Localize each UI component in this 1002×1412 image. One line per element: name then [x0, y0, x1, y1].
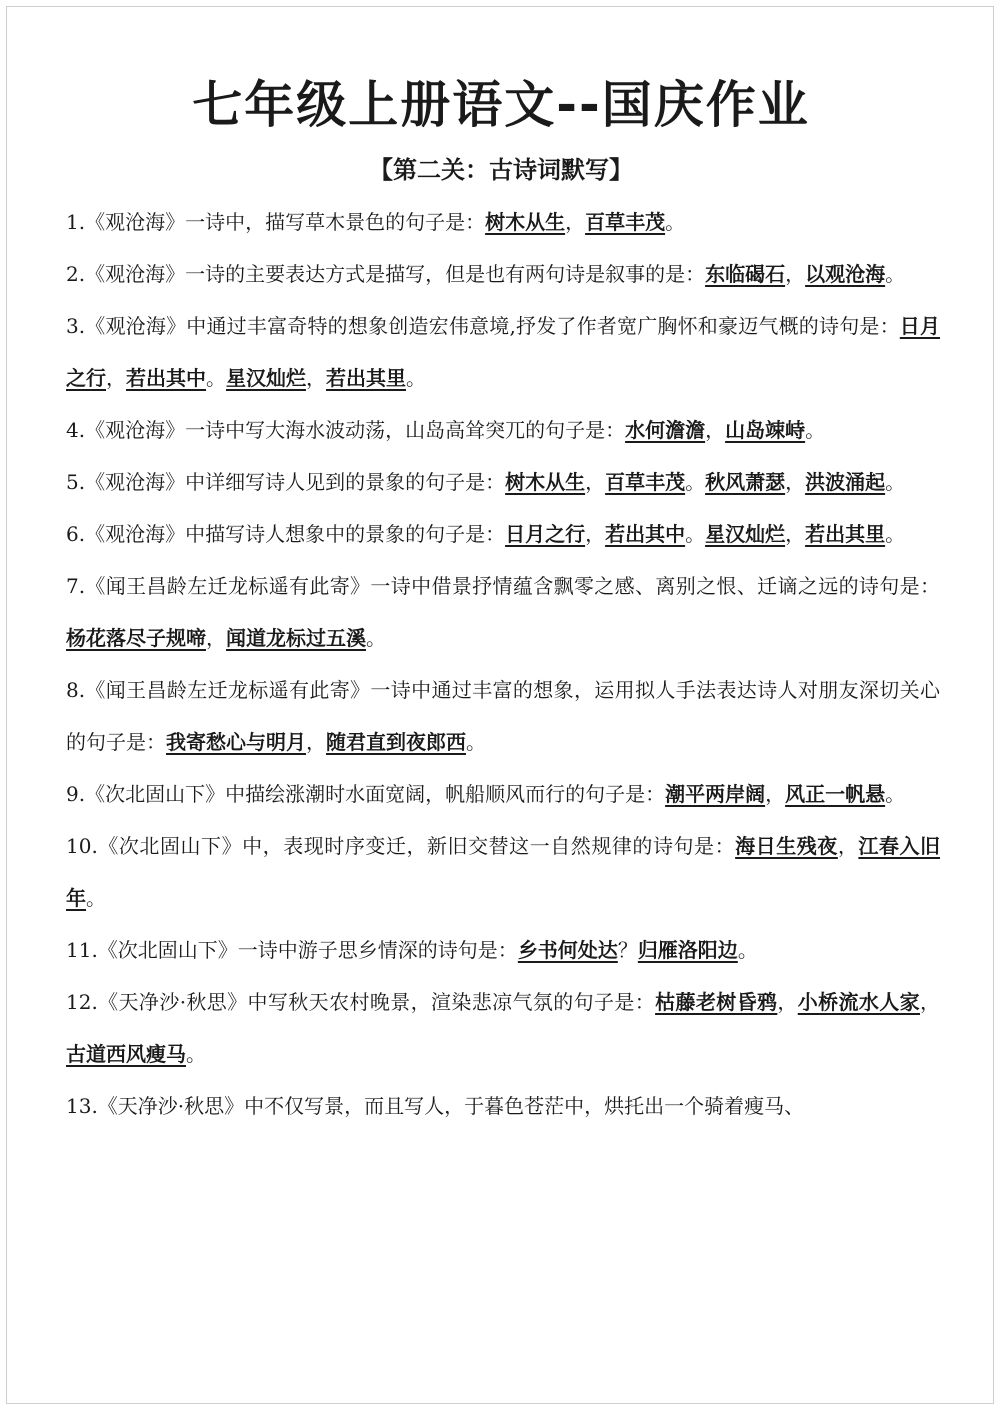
question-item — [66, 300, 940, 404]
question-text: 6.《观沧海》中描写诗人想象中的景象的句子是： — [66, 522, 506, 546]
question-text: 12.《天净沙·秋思》中写秋天农村晚景，渲染悲凉气氛的句子是： — [66, 990, 656, 1014]
answer-text: 山岛竦峙 — [725, 418, 806, 442]
answer-text: 洪波涌起 — [805, 470, 886, 494]
answer-text: 星汉灿烂 — [705, 522, 786, 546]
answer-text: 以观沧海 — [805, 262, 886, 286]
question-item — [66, 508, 940, 560]
question-text: 。 — [406, 366, 426, 390]
question-text: 。 — [885, 262, 906, 286]
answer-text: 古道西风瘦马 — [66, 1042, 186, 1066]
question-text: 。 — [366, 626, 386, 650]
question-text: 。 — [805, 418, 826, 442]
answer-text: 杨花落尽子规啼 — [66, 626, 206, 650]
question-item — [66, 664, 940, 768]
question-text: ， — [785, 522, 806, 546]
question-item — [66, 976, 940, 1080]
answer-text: 树木从生 — [505, 470, 586, 494]
answer-text: 闻道龙标过五溪 — [226, 626, 366, 650]
question-text: 5.《观沧海》中详细写诗人见到的景象的句子是： — [66, 470, 506, 494]
question-text: ， — [585, 522, 606, 546]
question-text: ， — [106, 366, 126, 390]
question-text: 7.《闻王昌龄左迁龙标遥有此寄》一诗中借景抒情蕴含飘零之感、离别之恨、迁谪之远的诗句是： — [66, 574, 940, 598]
question-text: 11.《次北固山下》一诗中游子思乡情深的诗句是： — [66, 938, 518, 962]
question-text: 。 — [885, 522, 906, 546]
answer-text: 潮平两岸阔 — [665, 782, 766, 806]
question-item — [66, 404, 940, 456]
question-text: ， — [785, 262, 806, 286]
question-text: 。 — [186, 1042, 206, 1066]
question-text: 。 — [885, 782, 906, 806]
answer-text: 秋风萧瑟 — [705, 470, 786, 494]
question-item — [66, 456, 940, 508]
answer-text: 归雁洛阳边 — [637, 938, 738, 962]
question-text: ， — [206, 626, 226, 650]
question-item — [66, 248, 940, 300]
question-text: ， — [705, 418, 726, 442]
answer-text: 若出其里 — [805, 522, 886, 546]
answer-text: 小桥流水人家 — [797, 990, 921, 1014]
question-text: ， — [565, 210, 586, 234]
question-text: ， — [837, 834, 859, 858]
answer-text: 日月之行 — [66, 314, 940, 390]
question-text: 9.《次北固山下》中描绘涨潮时水面宽阔，帆船顺风而行的句子是： — [66, 782, 666, 806]
question-text: ？ — [617, 938, 638, 962]
question-text: 8.《闻王昌龄左迁龙标遥有此寄》一诗中通过丰富的想象，运用拟人手法表达诗人对朋友深切关心的句子是： — [66, 678, 940, 754]
question-text: 。 — [86, 886, 106, 910]
question-text: 1.《观沧海》一诗中，描写草木景色的句子是： — [66, 210, 486, 234]
answer-text: 东临碣石 — [705, 262, 786, 286]
question-item — [66, 768, 940, 820]
question-text: 。 — [685, 522, 706, 546]
question-text: 。 — [685, 470, 706, 494]
question-item — [66, 196, 940, 248]
section-subtitle: 【第二关：古诗词默写】 — [369, 156, 633, 184]
answer-text: 水何澹澹 — [625, 418, 706, 442]
question-item — [66, 924, 940, 976]
answer-text: 江春入旧年 — [66, 834, 941, 910]
question-text: ， — [306, 366, 326, 390]
question-text: 10.《次北固山下》中，表现时序变迁，新旧交替这一自然规律的诗句是： — [66, 834, 736, 858]
question-text: ， — [585, 470, 606, 494]
question-text: 3.《观沧海》中通过丰富奇特的想象创造宏伟意境,抒发了作者宽广胸怀和豪迈气概的诗句是： — [66, 314, 900, 338]
question-text: 。 — [737, 938, 758, 962]
question-text: 。 — [885, 470, 906, 494]
answer-text: 若出其里 — [326, 366, 406, 390]
page-title: 七年级上册语文--国庆作业 — [192, 76, 810, 134]
question-text: 2.《观沧海》一诗的主要表达方式是描写，但是也有两句诗是叙事的是： — [66, 262, 706, 286]
answer-text: 风正一帆悬 — [785, 782, 886, 806]
question-text: ， — [785, 470, 806, 494]
answer-text: 日月之行 — [505, 522, 586, 546]
answer-text: 乡书何处达 — [517, 938, 618, 962]
question-text: ， — [777, 990, 798, 1014]
answer-text: 百草丰茂 — [585, 210, 666, 234]
question-text: 。 — [206, 366, 226, 390]
question-text: 。 — [665, 210, 686, 234]
answer-text: 我寄愁心与明月 — [166, 730, 306, 754]
answer-text: 随君直到夜郎西 — [326, 730, 466, 754]
question-item — [66, 820, 940, 924]
answer-text: 星汉灿烂 — [226, 366, 306, 390]
question-item — [66, 1080, 940, 1132]
question-text: 。 — [466, 730, 486, 754]
question-text: ， — [765, 782, 786, 806]
question-item — [66, 560, 940, 664]
answer-text: 树木从生 — [485, 210, 566, 234]
question-list — [66, 196, 940, 1132]
answer-text: 若出其中 — [605, 522, 686, 546]
answer-text: 海日生残夜 — [735, 834, 838, 858]
question-text: 13.《天净沙·秋思》中不仅写景，而且写人，于暮色苍茫中，烘托出一个骑着瘦马、 — [66, 1094, 805, 1118]
answer-text: 枯藤老树昏鸦 — [655, 990, 778, 1014]
answer-text: 若出其中 — [126, 366, 206, 390]
question-text: ， — [306, 730, 326, 754]
question-text: ， — [920, 990, 941, 1014]
question-text: 4.《观沧海》一诗中写大海水波动荡，山岛高耸突兀的句子是： — [66, 418, 626, 442]
answer-text: 百草丰茂 — [605, 470, 686, 494]
